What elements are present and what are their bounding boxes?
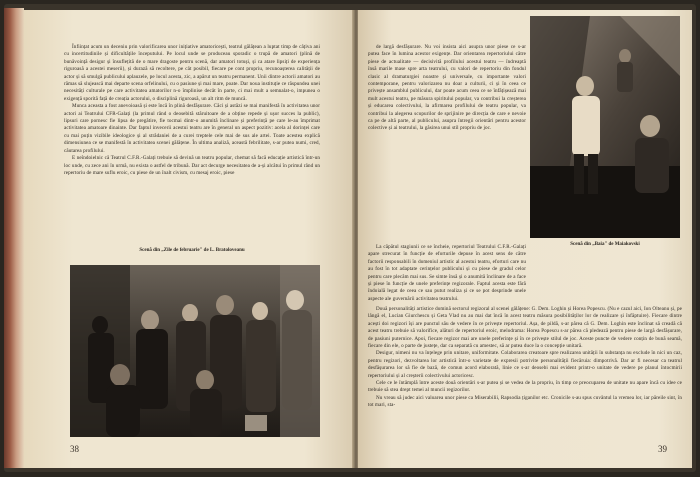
book-binding-edge bbox=[4, 8, 24, 468]
left-paragraph-1: Înființat acum un deceniu prin valorificarea unor inițiative amatoricești, teatrul gălățean a luptat timp de câțiva ani cu incertitudinile și dificultățile începutului. Pe locul unde se produceau sporadic o trupă de amatori (plină de bunăvoință desigur și însuflețită de o mare dragoste pentru scenă, dar amatori totuși, și ca atare lipsiți de experiența riguroasă a acestei meserii), și durază să recoltere, pe cât posibil, fiecare pe cont propriu, recunoașterea calității de actor și să smulgă publicului aplauzele, pe locul acesta, zic, a apărut un teatru permanent. Unii dintre actorii amatori au rămas să slujească mai departe scena orfelinului, cu o pasiune și mai mare, poate. Dar noua instituție ce răspundea unei necesități culturale pe care activitatea amatorilor n-o împlinise decât în parte, ci mai mult a semnalat-o, impunea o exigență sporită față de creația actorului, o disciplină riguroasă, un alt ritm de muncă. bbox=[64, 44, 320, 102]
left-paragraph-3: E neîndoielnic că Teatrul C.F.R.-Galați trebuie să devină un teatru popular, chemat să facă educație artistică într-un loc unde, cu zece ani în urmă, nu exista o astfel de tribună. Dar act decurge necesitatea de a-și alcătui în primul rând un repertoriu de mare suflu eroic, cu piese de un înalt civism, cu mesaj eroic, piese bbox=[64, 155, 320, 176]
stage-photo-zile-de-februarie bbox=[70, 265, 320, 437]
right-paragraph-3: Desigur, nimeni nu va înțelege prin unitare, uniformitate. Colaborarea creatoare spre realizarea unității în substanța nu exclude în nici un caz, pentru regizori, dezvoltarea lor artistică într-o varietate de expresii potrivite personalității fiecăruia: dimpotrivă. Dar ar fi necesar ca teatrul desfășurarea lor să fie de bază, de comun acord elaborată, linie ce s-ar deosebi mai evident printr-o unitate de vedere pe planul întocmirii repertoriului și al creșterii colectivului actoricesc. bbox=[368, 350, 682, 379]
right-paragraph-5: Nu vreau să judec aici valoarea unor piese ca Miserabilii, Rapsodia țiganilor etc. Cronicile s-au spus cuvântul la vremea lor, iar păreile sint, în tot mari, sta- bbox=[368, 394, 682, 409]
stage-photo-baia bbox=[530, 16, 680, 238]
right-column-paragraph: de largă desfășurare. Nu voi insista aici asupra unor piese ce s-ar putea face în lumina acestor exigențe. Dar orientarea repertoriului către piese de actualitate — decisivită profilului acestui teatru — îndreaptă însă marile mase spre arta teatrului, cu valori de repertoriu din fondul clasic al dramaturgiei noastre și universale, cu importante valori contemporane, pentru valorizarea nu doar a culturii, ci și în ceea ce privește ansamblul publicului, dar poate acum ceea ce se înfățișează mai mult acestui teatru, pe măsura spiritului popular, va contribui la creșterea și educarea colectivului, la afirmarea profilului de teatru popular, va contribui la alegerea scopurilor de sprijinire pe direcția de care e nevoie ca pe de altă parte, al publicului, asupra întregii orientări pentru acestor colective și ai teatrului, la găsirea unui stil propriu de joc. bbox=[368, 44, 526, 132]
left-paragraph-2: Munca aceasta a fost anevoioasă și este încă în plină desfășurare. Căci și astăzi se mai manifestă în activitatea unor actori ai Teatrului CFR-Galați (la primul rând o deosebită stăruitoare de a obține repede și ușor succes la public), lipsuri care pornesc fie lipsa de pregătire, fie tocmai dintr-o anumită înclinare și preferință pe care le-au împrimat activitatea amatoare dinainte. Dar faptul invecerii acestui teatru are în general un aspect pozitiv: acela al dorinței care cu mai puțin vizibile ideologice și al strădaniei de a curei treptele cele mai de sus ale artei. Toate acestea explică dimensiunea ce se manifestă în activitatea scenei gălățene. În ultima analiză, această febrilitate, s-ar putea numi, cred, căutarea profilului. bbox=[64, 103, 320, 154]
right-page-number: 39 bbox=[658, 444, 667, 454]
stage-photo-baia-image bbox=[530, 16, 680, 238]
left-photo-caption: Scenă din „Zile de februarie" de L. Bratoloveanu bbox=[139, 248, 245, 253]
right-page bbox=[358, 10, 692, 468]
left-page-number: 38 bbox=[70, 444, 79, 454]
left-text-column bbox=[64, 44, 320, 177]
left-page bbox=[24, 10, 354, 468]
right-full-width-text bbox=[368, 306, 682, 410]
stage-photo-image bbox=[70, 265, 320, 437]
right-paragraph-2: Două personalități artistice domină sectorul regizoral al scenei gălățene: G. Dem. Loghin și Horea Popescu. (Nu e cazul aici, Ion Olteanu și, pe lângă el, Lucian Giurchescu și Geta Vlad nu au mai dat încă în acest teatru măsura posibilităților lor de realizare și înfăptuire). Fiecare dintre acești doi regizori își are punctul său de vedere în ce privește repertoriul. Așa, de pildă, s-ar părea că G. Dem. Loghin este înclinat să creadă că acest teatru trebuie să valorifice, alături de repertoriul eroic, melodrama: Horea Popescu s-ar părea că pledează pentru piese de largă desfășurare, de pasiuni puternice. Apoi, fiecare regizor mai are unele preferințe și în ce privește stilul de joc. Aceste puncte de vedere conțin de bună seamă, fiecare din ele, o parte de justețe, dar ca separată cu amestec, să ar putea duce la o concepție unitară. bbox=[368, 306, 682, 350]
right-paragraph-1: La căpătul stagiunii ce se încheie, repertoriul Teatrului C.F.R.-Galați apare strecurat în funcție de eforturile depuse în acest sens de către factorii responsabili în domeniul artistic al acestui teatru, eforturi care nu au fost în tot adaptate cerințelor publicului și cu piese de gradul celor pentru care plecăm mai sus. Se simte însă și o anumită înclinare de a face și piese în funcție de unele preferințe regizorale. Faptul acesta este fără îndoială legat de ceea ce sau putut realiza și ce se pot desprinde unele aspecte ale guvernării activitatea teatrului. bbox=[368, 244, 526, 302]
right-photo-caption: Scenă din „Baia" de Maiakovski bbox=[570, 242, 640, 247]
right-top-text-column bbox=[368, 44, 526, 133]
right-paragraph-4: Cele ce le întâmplă între aceste două orientări s-ar putea și se vedea de la propriu, în timp ce preocuparea de unitate nu apare încă cu idee ce trebuie să stea drept temei al muncii regizorilor. bbox=[368, 380, 682, 394]
